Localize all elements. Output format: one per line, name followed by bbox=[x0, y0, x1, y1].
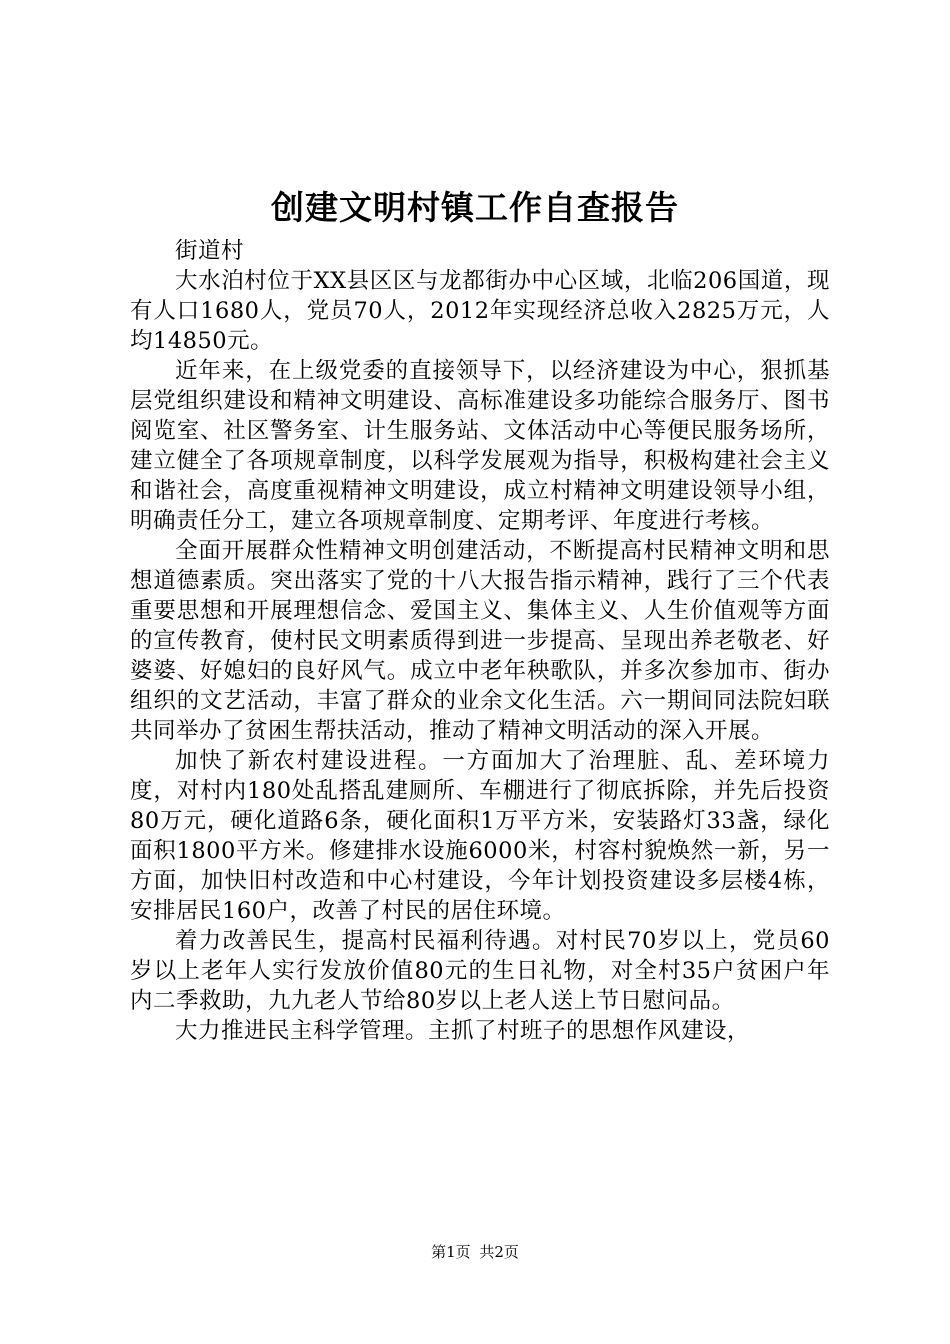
page-number-footer: 第1页 共2页 bbox=[431, 1243, 519, 1261]
paragraph-leadership: 近年来，在上级党委的直接领导下，以经济建设为中心，狠抓基层党组织建设和精神文明建设、高标准建设多功能综合服务厅、图书阅览室、社区警务室、计生服务站、文体活动中心等便民服务场所，建立健全了各项规章制度，以科学发展观为指导，积极构建社会主义和谐社会，高度重视精神文明建设，成立村精神文明建设领导小组，明确责任分工，建立各项规章制度、定期考评、年度进行考核。 bbox=[130, 358, 830, 534]
document-body bbox=[130, 236, 830, 1046]
paragraph-civilization-activities: 全面开展群众性精神文明创建活动，不断提高村民精神文明和思想道德素质。突出落实了党的十八大报告指示精神，践行了三个代表重要思想和开展理想信念、爱国主义、集体主义、人生价值观等方面的宣传教育，使村民文明素质得到进一步提高、呈现出养老敬老、好婆婆、好媳妇的良好风气。成立中老年秧歌队，并多次参加市、街办组织的文艺活动，丰富了群众的业余文化生活。六一期间同法院妇联共同举办了贫困生帮扶活动，推动了精神文明活动的深入开展。 bbox=[130, 538, 830, 744]
paragraph-rural-construction: 加快了新农村建设进程。一方面加大了治理脏、乱、差环境力度，对村内180处乱搭乱建厕所、车棚进行了彻底拆除，并先后投资80万元，硬化道路6条，硬化面积1万平方米，安装路灯33盏，绿化面积1800平方米。修建排水设施6000米，村容村貌焕然一新，另一方面，加快旧村改造和中心村建设，今年计划投资建设多层楼4栋，安排居民160户，改善了村民的居住环境。 bbox=[130, 748, 830, 924]
paragraph-welfare: 着力改善民生，提高村民福利待遇。对村民70岁以上，党员60岁以上老年人实行发放价值80元的生日礼物，对全村35户贫困户年内二季救助，九九老人节给80岁以上老人送上节日慰问品。 bbox=[130, 928, 830, 1014]
paragraph-management: 大力推进民主科学管理。主抓了村班子的思想作风建设， bbox=[175, 1018, 751, 1044]
paragraph-intro: 大水泊村位于XX县区区与龙都街办中心区域，北临206国道，现有人口1680人，党员70人，2012年实现经济总收入2825万元，人均14850元。 bbox=[130, 268, 830, 354]
document-title: 创建文明村镇工作自查报告 bbox=[271, 188, 679, 227]
author-line: 街道村 bbox=[175, 238, 245, 264]
